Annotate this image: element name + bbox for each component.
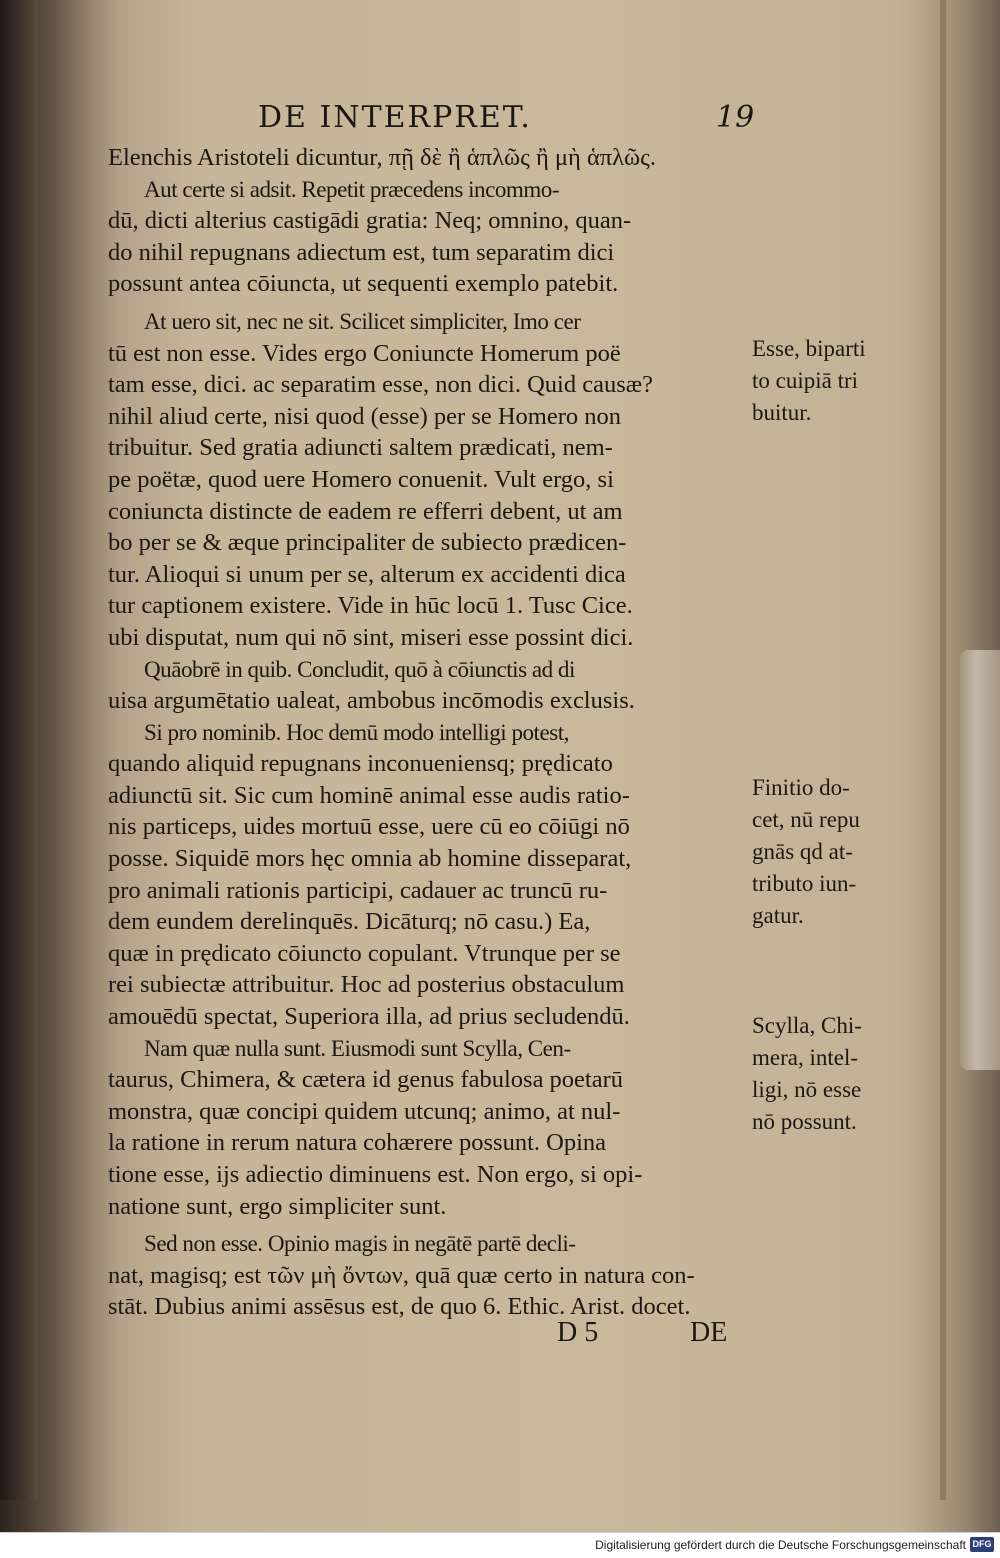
fore-edge-clasp [960, 650, 1000, 1070]
text-line: nis particeps, uides mortuū esse, uere cū eo cōiūgi nō [108, 813, 630, 841]
text-line: bo per se & æque principaliter de subiecto prædicen- [108, 529, 627, 557]
text-line: ubi disputat, num qui nō sint, miseri esse possint dici. [108, 623, 634, 651]
text-line: Elenchis Aristoteli dicuntur, πῇ δὲ ἢ ἁπλῶς ἢ μὴ ἁπλῶς. [108, 144, 657, 171]
text-line: taurus, Chimera, & cætera id genus fabulosa poetarū [108, 1066, 624, 1094]
text-line: la ratione in rerum natura cohærere possunt. Opina [108, 1129, 607, 1157]
text-line: nat, magisq; est τῶν μὴ ὄντων, quā quæ certo in natura con- [108, 1261, 695, 1289]
marginal-line: Finitio do- [752, 775, 850, 800]
text-line: quæ in prędicato cōiuncto copulant. Vtrunque per se [108, 939, 621, 967]
marginal-line: cet, nū repu [752, 807, 860, 832]
text-line: Sed non esse. Opinio magis in negātē partē decli- [144, 1230, 576, 1257]
text-line: pro animali rationis participi, cadauer ac truncū ru- [108, 876, 608, 904]
marginal-line: gnās qd at- [752, 839, 853, 864]
text-line: nihil aliud certe, nisi quod (esse) per se Homero non [108, 402, 622, 430]
page-number: 19 [716, 100, 755, 135]
text-line: tū est non esse. Vides ergo Coniuncte Homerum poë [108, 339, 621, 367]
text-line: stāt. Dubius animi assēsus est, de quo 6. Ethic. Arist. docet. [108, 1293, 691, 1321]
text-line: pe poëtæ, quod uere Homero conuenit. Vult ergo, si [108, 465, 614, 493]
text-line: Quāobrē in quib. Concludit, quō à cōiunctis ad di [144, 655, 575, 682]
marginal-line: gatur. [752, 903, 804, 928]
footer-credit: Digitalisierung gefördert durch die Deutsche Forschungsgemeinschaft [595, 1538, 966, 1552]
text-line: tam esse, dici. ac separatim esse, non dici. Quid causæ? [108, 371, 653, 399]
dfg-logo: DFG [970, 1537, 994, 1552]
signature-mark: D 5 [557, 1317, 599, 1348]
marginal-line: Esse, biparti [752, 336, 866, 361]
text-line: quando aliquid repugnans inconueniensq; prędicato [108, 750, 613, 778]
text-line: At uero sit, nec ne sit. Scilicet simpliciter, Imo cer [144, 307, 581, 334]
text-line: rei subiectæ attribuitur. Hoc ad posterius obstaculum [108, 971, 625, 999]
text-line: amouēdū spectat, Superiora illa, ad prius secludendū. [108, 1003, 630, 1031]
catchword: DE [690, 1317, 728, 1348]
previous-page-edge [0, 0, 38, 1500]
text-line: dem eundem derelinquēs. Dicāturq; nō casu.) Ea, [108, 908, 591, 936]
text-line: dū, dicti alterius castigādi gratia: Neq; omnino, quan- [108, 207, 632, 235]
marginal-line: nō possunt. [752, 1109, 857, 1134]
text-line: tione esse, ijs adiectio diminuens est. Non ergo, si opi- [108, 1161, 643, 1188]
text-line: tur. Alioqui si unum per se, alterum ex accidenti dica [108, 560, 626, 588]
marginal-line: ligi, nō esse [752, 1077, 862, 1102]
marginal-line: tributo iun- [752, 871, 857, 896]
text-line: uisa argumētatio ualeat, ambobus incōmodis exclusis. [108, 687, 635, 715]
running-header: DE INTERPRET. [258, 100, 532, 135]
text-line: Nam quæ nulla sunt. Eiusmodi sunt Scylla, Cen- [144, 1034, 571, 1061]
text-line: Si pro nominib. Hoc demū modo intelligi potest, [144, 718, 569, 745]
digitization-footer [0, 1532, 1000, 1558]
text-line: posse. Siquidē mors hęc omnia ab homine disseparat, [108, 845, 632, 873]
text-line: tur captionem existere. Vide in hūc locū 1. Tusc Cice. [108, 592, 633, 620]
text-line: coniuncta distincte de eadem re efferri debent, ut am [108, 497, 623, 525]
marginal-note-2 [752, 772, 932, 932]
text-line: possunt antea cōiuncta, ut sequenti exemplo patebit. [108, 270, 619, 298]
text-line: tribuitur. Sed gratia adiuncti saltem prædicati, nem- [108, 434, 613, 462]
text-line: do nihil repugnans adiectum est, tum separatim dici [108, 238, 615, 266]
text-line: adiunctū sit. Sic cum hominē animal esse audis ratio- [108, 781, 630, 809]
marginal-note-1 [752, 333, 932, 429]
marginal-line: mera, intel- [752, 1045, 859, 1070]
marginal-line: buitur. [752, 400, 812, 425]
text-line: monstra, quæ concipi quidem utcunq; animo, at nul- [108, 1097, 621, 1125]
main-text-block [108, 142, 748, 1323]
text-line: Aut certe si adsit. Repetit præcedens incommo- [144, 175, 560, 202]
text-line: natione sunt, ergo simpliciter sunt. [108, 1192, 447, 1220]
page-edge-shadow [940, 0, 946, 1500]
marginal-note-3 [752, 1010, 932, 1138]
marginal-line: to cuipiā tri [752, 368, 859, 393]
marginal-line: Scylla, Chi- [752, 1013, 862, 1038]
